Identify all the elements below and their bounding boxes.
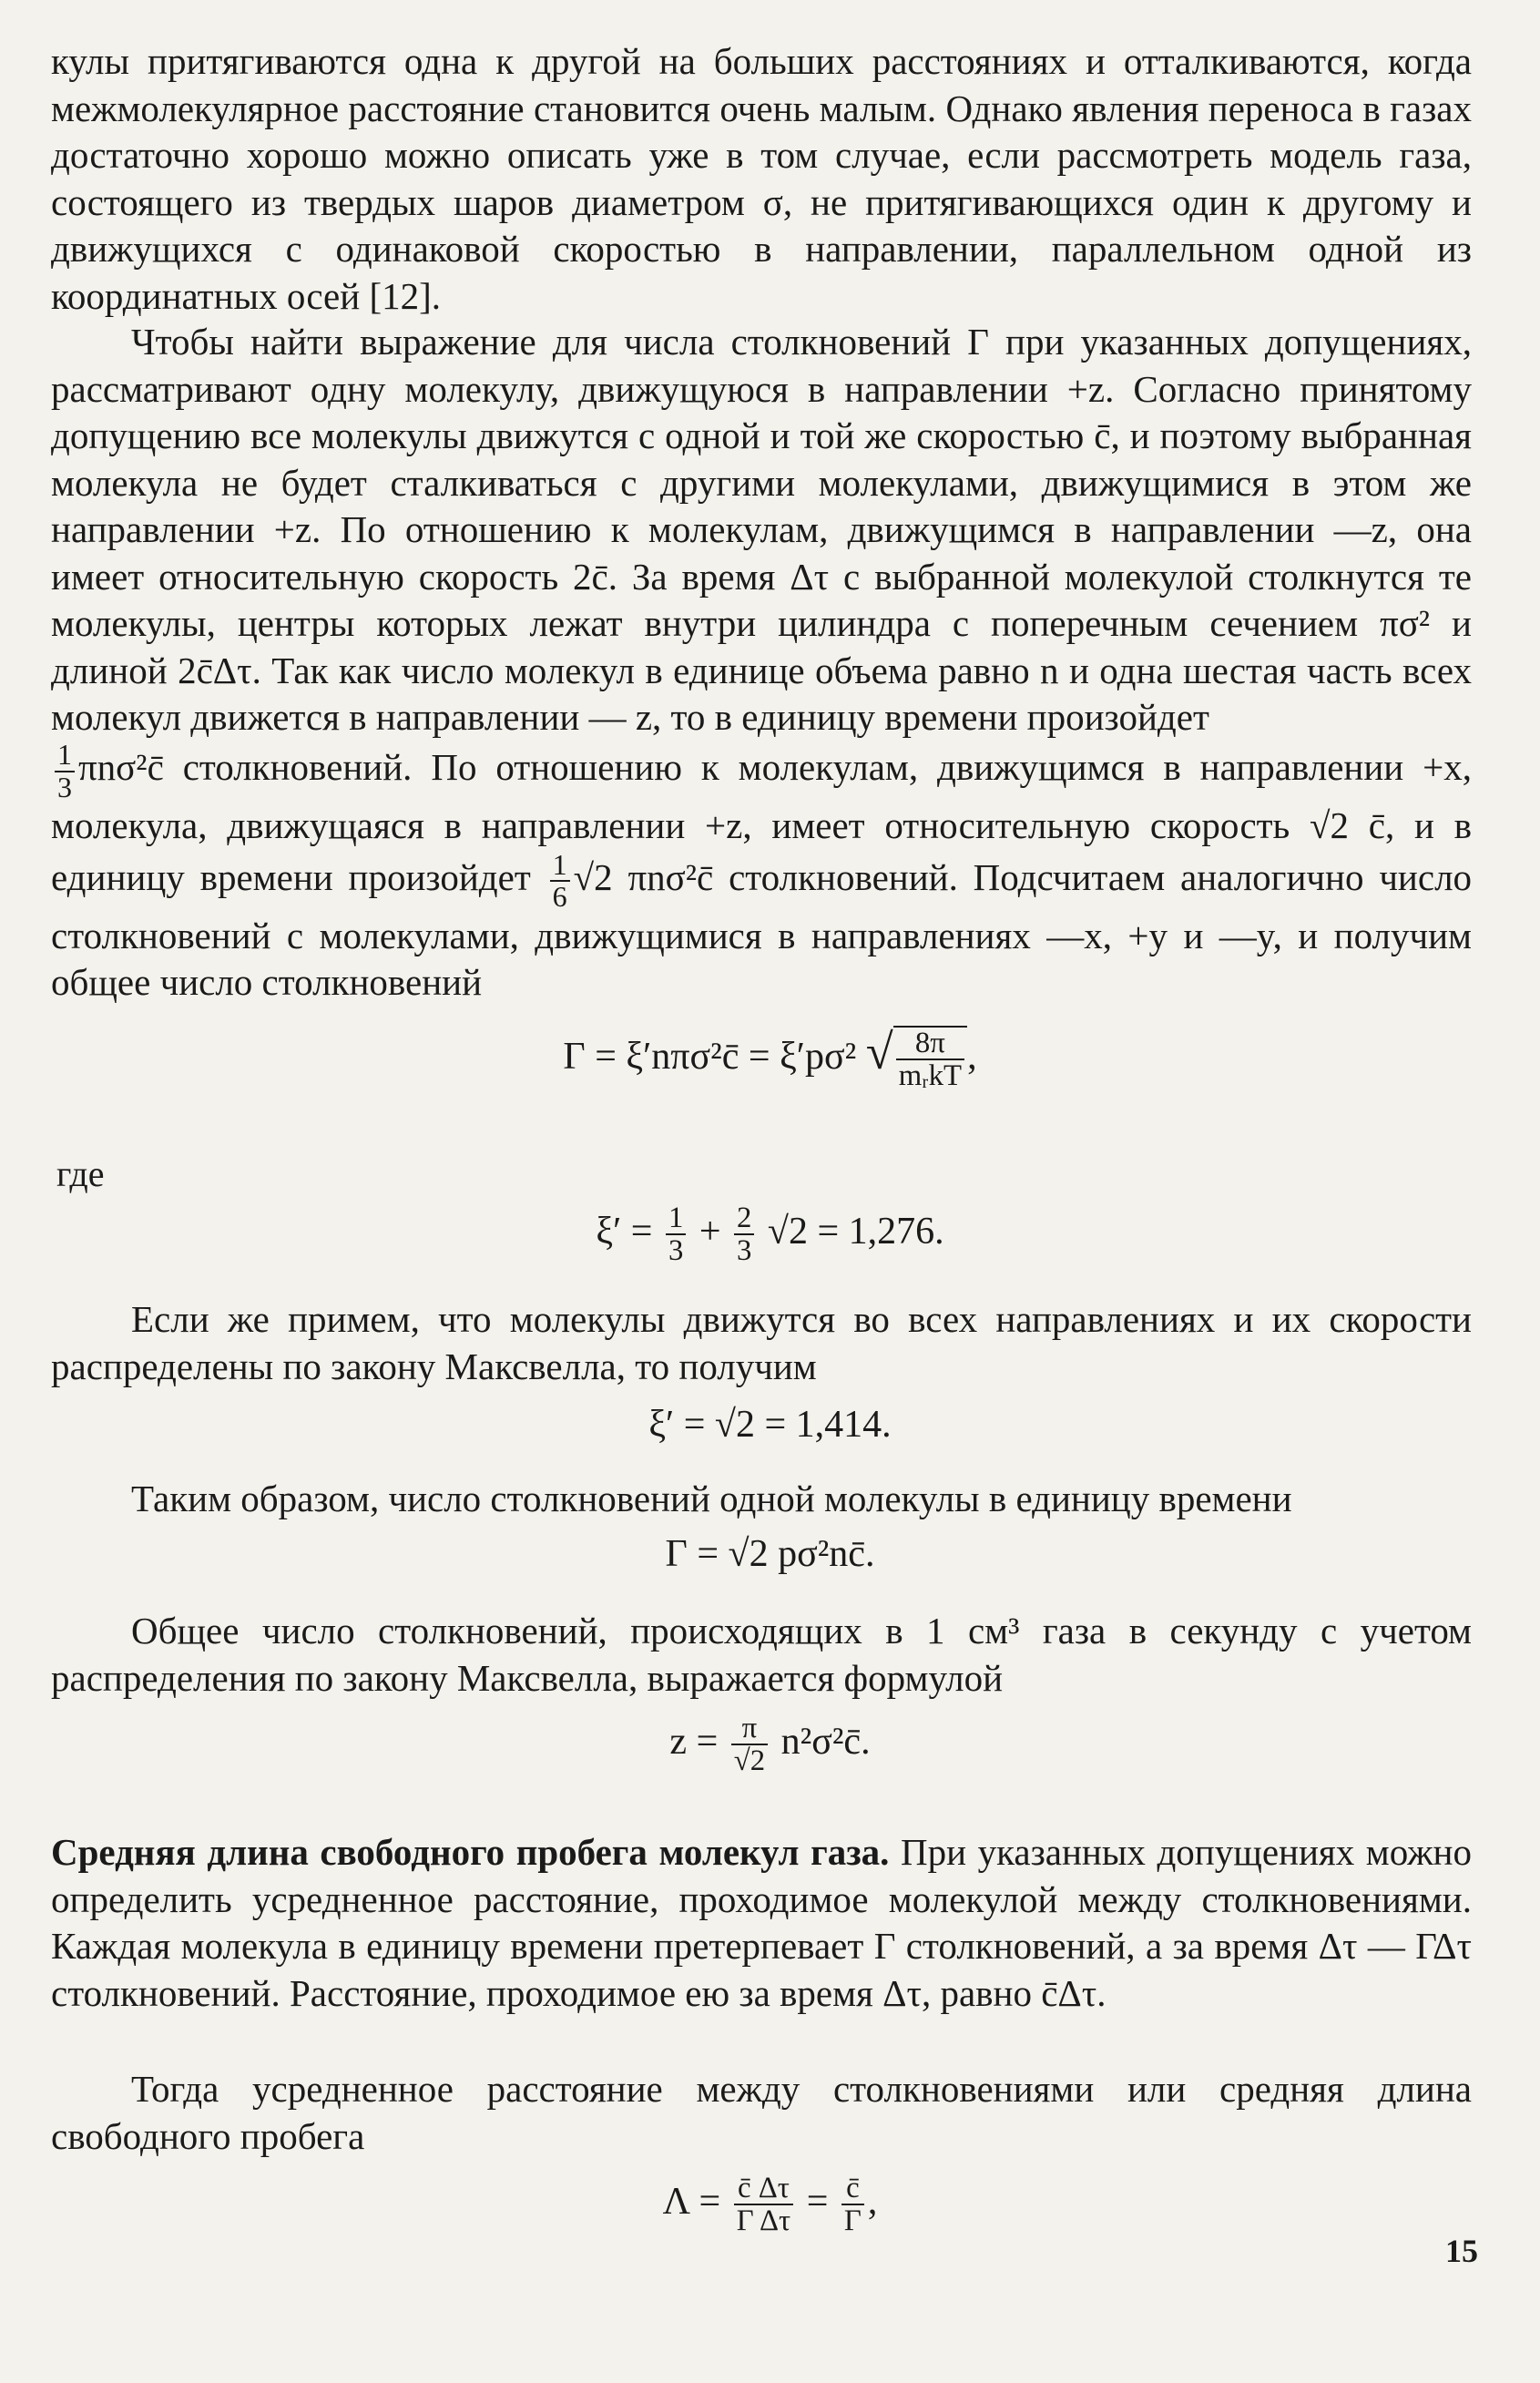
paragraph-mean-free-path (51, 1829, 1472, 2017)
equation-gamma-maxwell: Γ = √2 pσ²nc̄. (665, 1533, 875, 1575)
page-number: 15 (1445, 2233, 1478, 2269)
section-heading: Средняя длина свободного пробега молекул газа. (51, 1831, 890, 1873)
paragraph-thus: Таким образом, число столкновений одной молекулы в единицу времени (131, 1478, 1292, 1519)
paragraph-collisions-cont (51, 740, 1472, 1007)
equation-gamma-main-lhs: Γ = ξ′nπσ²c̄ = ξ′pσ² (563, 1036, 857, 1078)
where-label: где (56, 1153, 105, 1194)
paragraph-mean-free-path-text: При указанных допущениях можно определить усредненное расстояние, проходимое молекулой между столкновениями. Каждая молекула в единицу времени претерпевает Γ столкновений, а за время Δτ — ΓΔτ столкновений. Расстояние, проходимое ею за время Δτ, равно c̄Δτ. (51, 1831, 1472, 2014)
paragraph-total: Общее число столкновений, происходящих в 1 см³ газа в секунду с учетом распределения по закону Максвелла, выражается формулой (51, 1610, 1472, 1699)
paragraph-maxwell: Если же примем, что молекулы движутся во всех направлениях и их скорости распределены по закону Максвелла, то получим (51, 1298, 1472, 1387)
equation-lambda: Λ = $\frac{c̄ \Delta\tau}{\text{Γ Δτ}}$ = $\frac{c̄}{\Gamma}$ , (662, 2172, 878, 2238)
inline-formula-one-sixth: √2 πnσ²c̄ (573, 855, 714, 898)
fraction-one-sixth: $\frac{1}{6}$ (550, 850, 570, 913)
paragraph-then: Тогда усредненное расстояние между столкновениями или средняя длина свободного пробега (51, 2068, 1472, 2157)
paragraph-intro: кулы притягиваются одна к другой на больших расстояниях и отталкиваются, когда межмолекулярное расстояние становится очень малым. Однако явления переноса в газах достаточно хорошо можно описать уже в том случае, если рассмотреть модель газа, состоящего из твердых шаров диаметром σ, не притягивающихся один к другому и движущихся с одинаковой скоростью в направлении, параллельном одной из координатных осей [12]. (51, 40, 1472, 317)
equation-gamma-main: Γ = ξ′nπσ²c̄ = ξ′pσ² √ $\frac{8\pi}{\text{mᵣkT}}$ , (563, 1024, 977, 1093)
paragraph-collisions-text-2: столкновений. Подсчитаем аналогично число столкновений с молекулами, движущимися в направлениях —x, +y и —y, и получим общее число столкновений (51, 855, 1473, 1004)
equation-xi-maxwell: ξ′ = √2 = 1,414. (648, 1404, 892, 1446)
equation-z: z = $\frac{\pi}{√2}$ n²σ²c̄. (669, 1712, 871, 1778)
inline-formula-one-third: πnσ²c̄ (77, 745, 164, 788)
equation-gamma-main-radicand: $\frac{8\pi}{\text{mᵣkT}}$ (893, 1026, 967, 1092)
paragraph-collisions-text: столкновений. По отношению к молекулам, движущимся в направлении +x, молекула, движущаяся в направлении +z, имеет относительную скорость √2 c̄, и в единицу времени произойдет (51, 745, 1472, 898)
sqrt-symbol-icon: √ (865, 1024, 893, 1079)
paragraph-collisions: Чтобы найти выражение для числа столкновений Γ при указанных допущениях, рассматривают одну молекулу, движущуюся в направлении +z. Согласно принятому допущению все молекулы движутся с одной и той же скоростью c̄, и поэтому выбранная молекула не будет сталкиваться с другими молекулами, движущимися в этом же направлении +z. По отношению к молекулам, движущимся в направлении —z, она имеет относительную скорость 2c̄. За время Δτ с выбранной молекулой столкнутся те молекулы, центры которых лежат внутри цилиндра с поперечным сечением πσ² и длиной 2c̄Δτ. Так как число молекул в единице объема равно n и одна шестая часть всех молекул движется в направлении — z, то в единицу времени произойдет (51, 321, 1472, 738)
equation-xi-prime: ξ′ = $\frac{1}{3}$ + $\frac{2}{3}$ √2 = 1,276. (596, 1202, 944, 1268)
fraction-one-third: $\frac{1}{3}$ (55, 740, 75, 803)
